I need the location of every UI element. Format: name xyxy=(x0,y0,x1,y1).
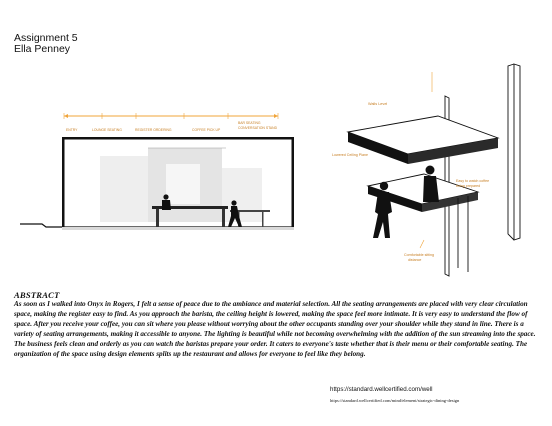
reference-link-1[interactable]: https://standard.wellcertified.com/well xyxy=(330,386,433,393)
menu-board xyxy=(166,164,200,204)
floor-slab xyxy=(62,227,294,230)
label-bar-2: CONVERSATION STAND xyxy=(238,126,278,130)
barista-figure xyxy=(423,166,439,203)
label-seat-1: Comfortable sitting xyxy=(404,253,434,257)
label-lounge: LOUNGE SEATING xyxy=(92,128,122,132)
zone-dimension-line xyxy=(64,113,278,119)
vertical-walls xyxy=(445,64,520,276)
abstract-heading: ABSTRACT xyxy=(14,290,60,300)
header xyxy=(14,33,78,55)
label-register: REGISTER ORDERING xyxy=(135,128,172,132)
entry-wall xyxy=(62,137,65,227)
label-bar-1: BAR SEATING xyxy=(238,121,261,125)
back-wall-right xyxy=(222,168,262,222)
axon-drawing xyxy=(328,62,538,280)
back-wall-left xyxy=(100,156,148,222)
label-walls: Walls Level xyxy=(368,102,388,106)
label-ceiling: Lowered Ceiling Plane xyxy=(332,153,368,157)
assignment-title: Assignment 5 xyxy=(14,32,78,44)
label-pickup: COFFEE PICK UP xyxy=(192,128,221,132)
rear-wall xyxy=(292,137,295,227)
roof-slab xyxy=(62,137,294,140)
label-entry: ENTRY xyxy=(66,128,78,132)
abstract-body: As soon as I walked into Onyx in Rogers, I felt a sense of peace due to the ambiance and material selection. All the seating arrangements are placed with very clear circulation space, making the register easy to find. As you approach the barista, the ceiling height is lowered, making the space feel more intimate. It is very easy to understand the flow of space. After you receive your coffee, you can sit where you please without worrying about the other occupants standing over your shoulder while they stand in line. There is a variety of seating arrangements, making it accessible to anyone. The lighting is beautiful while not becoming overwhelming with the addition of the sun streaming into the space. The business feels clean and orderly as you can watch the baristas prepare your order. It caters to everyone's taste whether that is their menu or their comfortable seating. The organization of the space using design elements splits up the restaurant and allows for everyone to feel like they belong. xyxy=(14,300,536,358)
reference-link-2[interactable]: https://standard.wellcertified.com/mind/element/strategic-dining-design xyxy=(330,398,460,403)
author-name: Ella Penney xyxy=(14,43,71,55)
label-barista-2: being prepared xyxy=(456,184,481,188)
label-barista-1: Easy to watch coffee xyxy=(456,179,490,183)
section-drawing xyxy=(16,110,306,250)
ceiling-plane xyxy=(348,116,498,164)
label-seat-2: distance xyxy=(408,258,422,262)
